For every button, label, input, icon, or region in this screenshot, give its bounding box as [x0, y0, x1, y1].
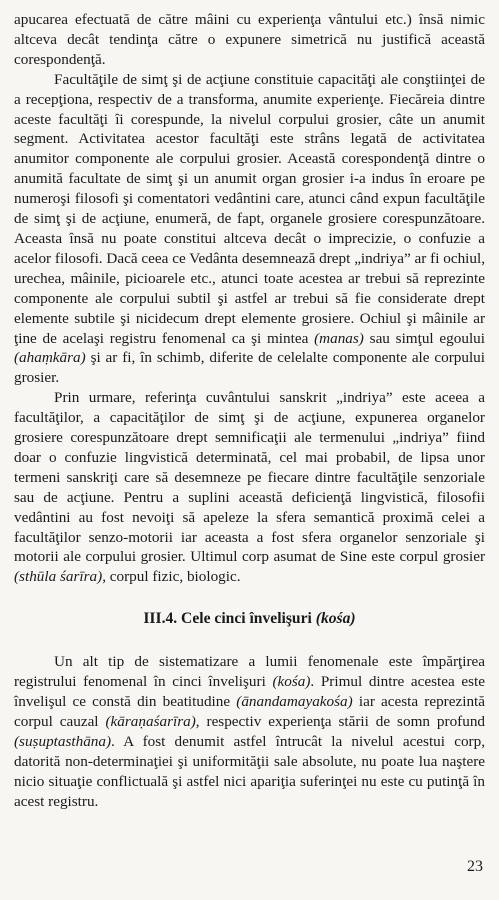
text-run: . Primul dintre acestea este învelişul ce constă din beatitudine: [14, 673, 485, 711]
text-run: , corpul fizic, biologic.: [102, 568, 241, 586]
paragraph-faculties: [14, 70, 485, 389]
text-run: sau simţul egoului: [363, 329, 485, 347]
italic-term: (ahaṃkāra): [14, 349, 86, 367]
italic-term: (kāraṇaśarīra): [105, 713, 196, 730]
italic-term: (ānandamayakośa): [236, 693, 353, 711]
text-run: iar acesta reprezintă corpul cauzal: [14, 693, 485, 730]
italic-term: (kośa): [272, 673, 311, 691]
text-run: şi ar fi, în schimb, diferite de celelalte componente ale corpului grosier.: [14, 349, 485, 387]
text-run: . A fost denumit astfel întrucât la nivelul acestui corp, datorită non-determinaţiei şi uniformităţii sale absolute, nu poate lua naştere nicio situaţie conflictuală şi astfel nici apariţia suferinţei nu este cu putinţă în acest registru.: [14, 732, 485, 810]
text-run: Un alt tip de sistematizare a lumii fenomenale este împărţirea registrului fenomenal în cinci învelişuri: [14, 653, 485, 691]
text-run: Facultăţile de simţ şi de acţiune constituie capacităţi ale conştiinţei de a recepţiona, respectiv de a transforma, anumite experienţe. Fiecăreia dintre aceste facultăţi îi corespunde, la nivelul corpului grosier, câte un anumit segment. Activitatea acestor facultăţi este strâns legată de activitatea anumitor componente ale corpului grosier. Această corespondenţă dintre o anumită facultate de simţ şi un anumit organ grosier i-a indus în eroare pe numeroşi filosofi şi comentatori vedântini care, atunci când expun facultăţile de simţ şi de acţiune, enumeră, de fapt, organele grosiere corespunzătoare. Aceasta însă nu poate constitui altceva decât o imprecizie, o confuzie a acelor filosofi. Dacă ceea ce Vedânta desemnează drept „indriya” ar fi ochiul, urechea, mâinile, picioarele etc., atunci toate acestea ar trebui să reprezinte componente ale corpului subtil şi astfel ar trebui să fie considerate drept elemente subtile şi nicidecum drept elemente grosiere. Ochiul şi mâinile ar ţine de acelaşi registru fenomenal ca şi mintea: [14, 70, 485, 347]
page-number: 23: [467, 858, 483, 875]
section-heading-term: (kośa): [315, 610, 356, 628]
text-run: Prin urmare, referinţa cuvântului sanskrit „indriya” este aceea a facultăţilor, a capacităţilor de simţ şi de acţiune, expunerea organelor grosiere corespunzătoare drept semnificaţii ale termenului „indriya” fiind doar o confuzie lingvistică determinată, cel mai probabil, de lipsa unor termeni sanskriţi care să desemneze pe fiecare dintre facultăţile senzoriale sau de acţiune. Pentru a suplini această deficienţă lingvistică, filosofii vedântini au fost nevoiţi să apeleze la sfera semantică proximă celei a facultăţilor senzo-motorii iar aceasta a fost sfera organelor senzoriale şi motorii ale corpului grosier. Ultimul corp asumat de Sine este corpul grosier: [14, 389, 485, 566]
text-run: , respectiv experienţa stării de somn profund: [195, 713, 486, 730]
section-heading-title: III.4. Cele cinci învelişuri: [143, 610, 316, 628]
paragraph-indriya: [14, 388, 485, 587]
section-heading: [14, 609, 485, 629]
paragraph-continuation: [14, 10, 485, 70]
paragraph-sheaths: [14, 652, 485, 811]
italic-term: (manas): [314, 329, 364, 347]
text-run: apucarea efectuată de către mâini cu experienţa vântului etc.) însă nimic altceva decât tendinţa către o expunere simetrică nu justifică această corespondenţă.: [14, 11, 485, 68]
italic-term: (sthūla śarīra): [14, 568, 103, 586]
italic-term: (suṣuptasthāna): [14, 732, 112, 750]
